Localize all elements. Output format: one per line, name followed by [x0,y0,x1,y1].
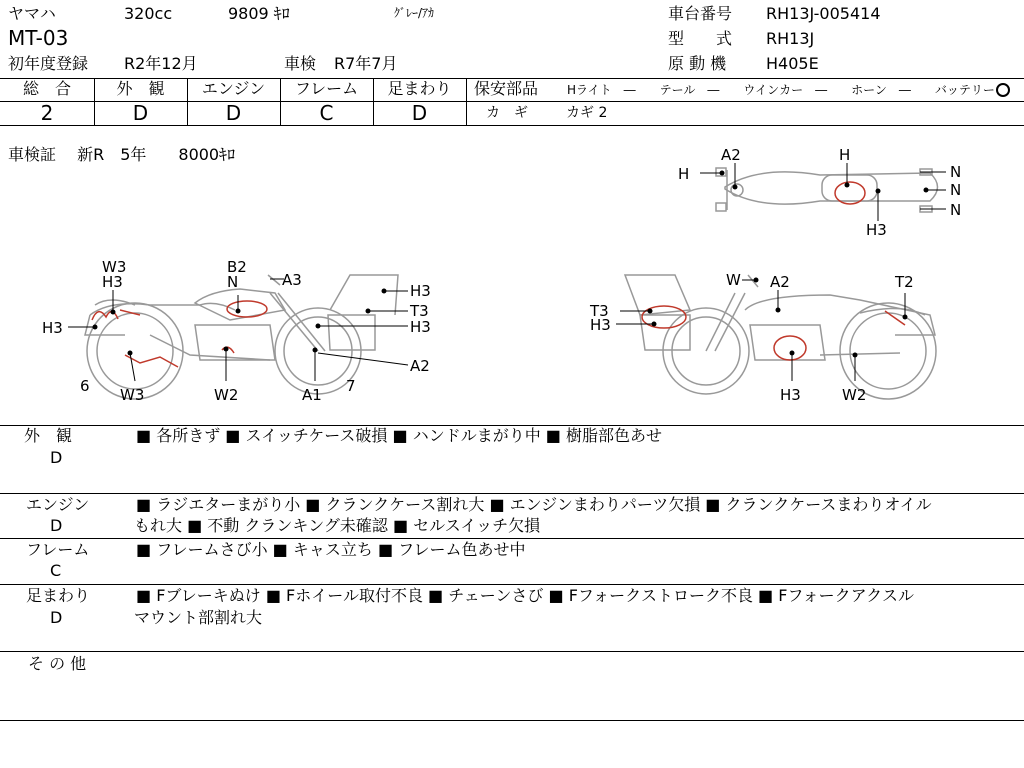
section-label: 足まわり [26,586,91,605]
type-label: 型 式 [668,29,733,48]
divider [0,538,1024,539]
right-side-bike [625,275,936,399]
diagram-label: N [950,201,962,219]
first-reg-label: 初年度登録 [8,54,89,73]
color: ｸﾞﾚｰ/ｱｶ [394,6,435,20]
grade-value: 2 [40,101,54,125]
grade-label: フレーム [294,79,359,98]
diagram-label: A1 [302,386,322,404]
leader-lines [68,163,946,381]
section-label: そ の 他 [28,654,87,673]
section-text: ■ ラジエターまがり小 ■ クランクケース割れ大 ■ エンジンまわりパーツ欠損 ■ クランクケースまわりオイル [136,495,932,514]
section-text: ■ Fブレーキぬけ ■ Fホイール取付不良 ■ チェーンさび ■ Fフォークストローク不良 ■ Fフォークアクスル [136,586,915,605]
diagram-label: A3 [282,271,302,289]
divider [0,720,1024,721]
section-text-continued: もれ大 ■ 不動 クランキング未確認 ■ セルスイッチ欠損 [134,516,541,535]
diagram-label: W2 [214,386,239,404]
diagram-label: H3 [42,319,63,337]
diagram-label: T3 [590,302,609,320]
type-value: RH13J [766,29,815,48]
diagram-label: W3 [120,386,145,404]
diagram-label: H3 [780,386,801,404]
diagram-label: H3 [866,221,887,239]
diagram-label: 6 [80,377,90,395]
diagram-label: B2 [227,258,247,276]
engine-value: H405E [766,54,819,73]
section-label: フレーム [26,540,90,559]
diagram-label: H3 [410,318,431,336]
diagram-label: W3 [102,258,127,276]
diagram-label: A2 [770,273,790,291]
mileage: 9809 ｷﾛ [228,4,290,23]
section-grade: D [50,516,63,535]
diagram-label: N [950,163,962,181]
section-text: ■ フレームさび小 ■ キャス立ち ■ フレーム色あせ中 [136,540,526,559]
divider [466,78,467,125]
section-label: 外 観 [24,426,73,445]
divider [466,101,1024,102]
grade-label: 総 合 [22,79,71,98]
diagram-label: 7 [346,377,356,395]
diagram-label: W [726,271,741,289]
key-label: カ ギ [486,105,528,121]
grade-label: エンジン [201,79,266,98]
model-name: MT-03 [8,26,69,50]
engine-label: 原 動 機 [668,54,727,73]
damage-diagram [0,125,1024,425]
maker: ヤマハ [8,4,56,23]
diagram-label: N [227,273,239,291]
grade-label: 足まわり [387,79,452,98]
safety-label: 保安部品 [474,79,539,98]
top-view-bike [716,168,938,212]
section-text: ■ 各所きず ■ スイッチケース破損 ■ ハンドルまがり中 ■ 樹脂部色あせ [136,426,662,445]
battery-ok-icon [996,83,1010,97]
first-reg-value: R2年12月 [124,54,198,73]
frame-no-label: 車台番号 [668,4,733,23]
diagram-label: W2 [842,386,867,404]
registration-note: 車検証 新R 5年 8000ｷﾛ [8,145,236,164]
section-grade: D [50,608,63,627]
grade-value: D [411,101,428,125]
diagram-label: H [678,165,690,183]
section-label: エンジン [26,495,90,514]
grade-value: D [132,101,149,125]
grade-value: C [319,101,334,125]
section-grade: D [50,448,63,467]
grade-label: 外 観 [116,79,165,98]
leader-dots [93,171,929,358]
diagram-label: T3 [410,302,429,320]
diagram-label: H3 [590,316,611,334]
divider [0,584,1024,585]
diagram-label: N [950,181,962,199]
safety-items: Hライト ― テール ― ウインカー ― ホーン ― バッテリー [567,83,995,97]
divider [0,651,1024,652]
inspection-value: R7年7月 [334,54,398,73]
diagram-label: H3 [410,282,431,300]
grade-value: D [225,101,242,125]
diagram-label: H3 [102,273,123,291]
section-text-continued: マウント部割れ大 [134,608,263,627]
key-value: カギ 2 [566,105,608,121]
frame-no-value: RH13J-005414 [766,4,881,23]
divider [0,493,1024,494]
displacement: 320cc [124,4,173,23]
diagram-label: H [839,146,851,164]
diagram-label: T2 [895,273,914,291]
inspection-label: 車検 [284,54,317,73]
section-grade: C [50,561,62,580]
diagram-label: A2 [410,357,430,375]
diagram-label: A2 [721,146,741,164]
